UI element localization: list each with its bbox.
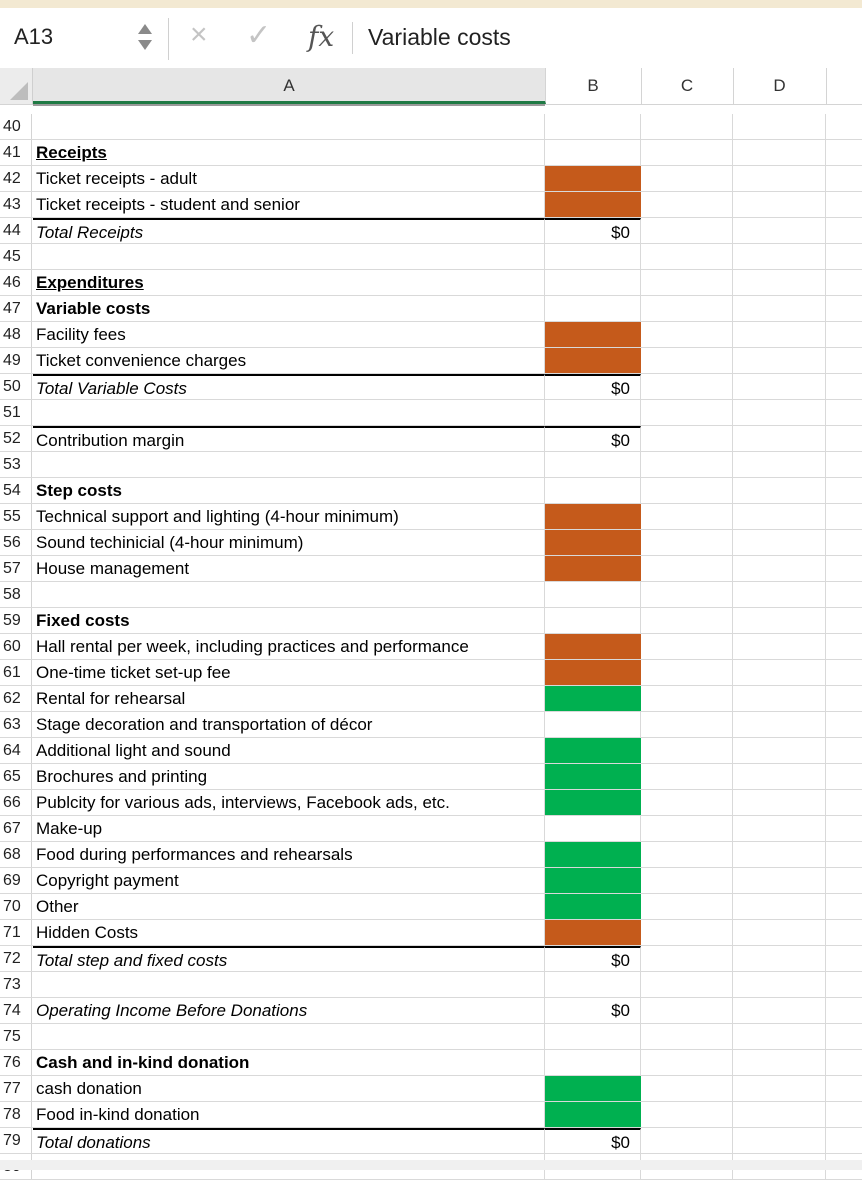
table-row (0, 686, 862, 712)
row-header[interactable]: 76 (0, 1050, 32, 1075)
cell-d[interactable] (733, 894, 826, 919)
table-row (0, 894, 862, 920)
row-header[interactable]: 66 (0, 790, 32, 815)
row-header[interactable]: 73 (0, 972, 32, 997)
cell-b[interactable] (545, 114, 641, 139)
cell-a[interactable]: Other (33, 894, 545, 919)
table-row (0, 270, 862, 296)
cell-b[interactable] (545, 816, 641, 841)
cell-c[interactable] (641, 1076, 733, 1101)
cell-b[interactable] (545, 712, 641, 737)
select-all-icon (10, 82, 28, 100)
cell-c[interactable] (641, 868, 733, 893)
table-row (0, 322, 862, 348)
cell-a[interactable]: Sound techinicial (4-hour minimum) (33, 530, 545, 555)
row-header[interactable]: 63 (0, 712, 32, 737)
cell-b[interactable] (545, 452, 641, 477)
cell-b[interactable] (545, 400, 641, 425)
grid-bottom-edge (0, 1160, 862, 1170)
table-row (0, 634, 862, 660)
cell-b[interactable] (545, 244, 641, 269)
row-header[interactable]: 74 (0, 998, 32, 1023)
cell-c[interactable] (641, 322, 733, 347)
cell-c[interactable] (641, 426, 733, 451)
table-row (0, 504, 862, 530)
row-header[interactable]: 53 (0, 452, 32, 477)
cell-d[interactable] (733, 478, 826, 503)
cell-b[interactable] (545, 660, 641, 685)
cell-a[interactable]: cash donation (33, 1076, 545, 1101)
cell-c[interactable] (641, 920, 733, 945)
row-header[interactable]: 68 (0, 842, 32, 867)
name-box[interactable]: A13 (14, 24, 54, 49)
row-header[interactable]: 57 (0, 556, 32, 581)
row-header[interactable]: 43 (0, 192, 32, 217)
cell-b[interactable]: $0 (545, 218, 641, 243)
row-header[interactable]: 78 (0, 1102, 32, 1127)
cell-b[interactable] (545, 1050, 641, 1075)
cell-b[interactable]: $0 (545, 1128, 641, 1153)
cell-a[interactable]: Copyright payment (33, 868, 545, 893)
table-row (0, 946, 862, 972)
row-header[interactable]: 70 (0, 894, 32, 919)
table-row (0, 582, 862, 608)
cancel-icon[interactable]: × (190, 18, 208, 51)
cell-a[interactable]: Rental for rehearsal (33, 686, 545, 711)
cell-c[interactable] (641, 374, 733, 399)
row-header[interactable]: 58 (0, 582, 32, 607)
table-row (0, 400, 862, 426)
table-row (0, 166, 862, 192)
cell-a[interactable] (33, 400, 545, 425)
cell-d[interactable] (733, 114, 826, 139)
cell-b[interactable] (545, 972, 641, 997)
cell-d[interactable] (733, 530, 826, 555)
cell-b[interactable] (545, 322, 641, 347)
cell-b[interactable] (545, 1076, 641, 1101)
column-header-b[interactable]: B (545, 68, 642, 104)
cell-b[interactable] (545, 270, 641, 295)
cell-a[interactable]: Ticket convenience charges (33, 348, 545, 373)
cell-d[interactable] (733, 582, 826, 607)
cell-a[interactable]: Cash and in-kind donation (33, 1050, 545, 1075)
cell-d[interactable] (733, 842, 826, 867)
cell-a[interactable]: Total Receipts (33, 218, 545, 243)
cell-a[interactable] (33, 1024, 545, 1049)
cell-d[interactable] (733, 426, 826, 451)
cell-a[interactable] (33, 244, 545, 269)
table-row (0, 1102, 862, 1128)
cell-a[interactable]: Contribution margin (33, 426, 545, 451)
table-row (0, 192, 862, 218)
cell-a[interactable] (33, 452, 545, 477)
cell-c[interactable] (641, 738, 733, 763)
table-row (0, 868, 862, 894)
cell-c[interactable] (641, 530, 733, 555)
cell-b[interactable] (545, 530, 641, 555)
cell-d[interactable] (733, 608, 826, 633)
cell-c[interactable] (641, 504, 733, 529)
chevron-up-icon[interactable] (138, 24, 152, 34)
cell-c[interactable] (641, 114, 733, 139)
cell-c[interactable] (641, 660, 733, 685)
row-header[interactable]: 51 (0, 400, 32, 425)
table-row (0, 426, 862, 452)
cell-b[interactable] (545, 634, 641, 659)
table-row (0, 114, 862, 140)
cell-c[interactable] (641, 894, 733, 919)
cell-d[interactable] (733, 712, 826, 737)
formula-bar-divider (352, 22, 353, 54)
cell-a[interactable]: Fixed costs (33, 608, 545, 633)
cell-b[interactable] (545, 556, 641, 581)
row-header[interactable]: 62 (0, 686, 32, 711)
enter-icon[interactable]: ✓ (246, 19, 272, 52)
column-header-a[interactable]: A (33, 68, 546, 104)
cell-c[interactable] (641, 400, 733, 425)
row-header[interactable]: 54 (0, 478, 32, 503)
cell-b[interactable] (545, 296, 641, 321)
cell-c[interactable] (641, 1128, 733, 1153)
cell-a[interactable]: Brochures and printing (33, 764, 545, 789)
row-header[interactable]: 61 (0, 660, 32, 685)
cell-d[interactable] (733, 1050, 826, 1075)
cell-a[interactable]: Stage decoration and transportation of décor (33, 712, 545, 737)
cell-d[interactable] (733, 218, 826, 243)
table-row (0, 348, 862, 374)
cell-b[interactable] (545, 140, 641, 165)
cell-a[interactable]: Operating Income Before Donations (33, 998, 545, 1023)
table-row (0, 1024, 862, 1050)
table-row (0, 530, 862, 556)
cell-d[interactable] (733, 946, 826, 971)
cell-c[interactable] (641, 452, 733, 477)
table-row (0, 478, 862, 504)
cell-c[interactable] (641, 842, 733, 867)
cell-a[interactable]: Ticket receipts - student and senior (33, 192, 545, 217)
cell-a[interactable]: Publcity for various ads, interviews, Facebook ads, etc. (33, 790, 545, 815)
window-top-strip (0, 0, 862, 8)
table-row (0, 816, 862, 842)
cell-d[interactable] (733, 634, 826, 659)
table-row (0, 244, 862, 270)
cell-a[interactable]: Food during performances and rehearsals (33, 842, 545, 867)
table-row (0, 1076, 862, 1102)
cell-d[interactable] (733, 660, 826, 685)
cell-c[interactable] (641, 348, 733, 373)
chevron-down-icon[interactable] (138, 40, 152, 50)
table-row (0, 218, 862, 244)
spreadsheet-grid[interactable] (0, 104, 862, 1170)
row-header[interactable]: 45 (0, 244, 32, 269)
cell-d[interactable] (733, 374, 826, 399)
cell-b[interactable] (545, 478, 641, 503)
cell-b[interactable] (545, 608, 641, 633)
table-row (0, 296, 862, 322)
table-row (0, 972, 862, 998)
row-header[interactable]: 42 (0, 166, 32, 191)
cell-c[interactable] (641, 218, 733, 243)
cell-a[interactable]: Total step and fixed costs (33, 946, 545, 971)
cell-b[interactable]: $0 (545, 998, 641, 1023)
cell-d[interactable] (733, 296, 826, 321)
row-header[interactable]: 44 (0, 218, 32, 243)
cell-a[interactable]: Additional light and sound (33, 738, 545, 763)
row-header[interactable]: 49 (0, 348, 32, 373)
cell-b[interactable] (545, 790, 641, 815)
table-row (0, 556, 862, 582)
cell-a[interactable]: House management (33, 556, 545, 581)
formula-bar-divider (168, 18, 169, 60)
row-header[interactable]: 77 (0, 1076, 32, 1101)
table-row (0, 452, 862, 478)
cell-d[interactable] (733, 192, 826, 217)
select-all-button[interactable] (0, 68, 33, 104)
cell-a[interactable]: Receipts (33, 140, 545, 165)
row-header[interactable]: 79 (0, 1128, 32, 1153)
cell-c[interactable] (641, 972, 733, 997)
cell-c[interactable] (641, 478, 733, 503)
cell-d[interactable] (733, 452, 826, 477)
cell-d[interactable] (733, 764, 826, 789)
name-box-stepper[interactable] (136, 22, 154, 56)
table-row (0, 764, 862, 790)
row-header[interactable]: 50 (0, 374, 32, 399)
cell-c[interactable] (641, 244, 733, 269)
cell-b[interactable] (545, 842, 641, 867)
row-header[interactable]: 72 (0, 946, 32, 971)
row-header[interactable]: 48 (0, 322, 32, 347)
row-header[interactable]: 41 (0, 140, 32, 165)
cell-b[interactable] (545, 738, 641, 763)
cell-d[interactable] (733, 998, 826, 1023)
cell-b[interactable] (545, 764, 641, 789)
cell-c[interactable] (641, 582, 733, 607)
table-row (0, 140, 862, 166)
cell-c[interactable] (641, 166, 733, 191)
cell-d[interactable] (733, 348, 826, 373)
row-header[interactable]: 67 (0, 816, 32, 841)
cell-c[interactable] (641, 556, 733, 581)
cell-c[interactable] (641, 1024, 733, 1049)
formula-input[interactable]: Variable costs (368, 24, 511, 50)
cell-c[interactable] (641, 998, 733, 1023)
cell-c[interactable] (641, 634, 733, 659)
cell-a[interactable]: Expenditures (33, 270, 545, 295)
table-row (0, 998, 862, 1024)
cell-b[interactable] (545, 894, 641, 919)
cell-a[interactable]: Total donations (33, 1128, 545, 1153)
cell-a[interactable]: Step costs (33, 478, 545, 503)
cell-b[interactable]: $0 (545, 426, 641, 451)
cell-a[interactable]: Hidden Costs (33, 920, 545, 945)
cell-c[interactable] (641, 1102, 733, 1127)
cell-a[interactable]: Ticket receipts - adult (33, 166, 545, 191)
table-row (0, 374, 862, 400)
cell-a[interactable]: Facility fees (33, 322, 545, 347)
cell-b[interactable] (545, 504, 641, 529)
cell-d[interactable] (733, 556, 826, 581)
table-row (0, 920, 862, 946)
row-header[interactable]: 47 (0, 296, 32, 321)
cell-a[interactable]: Total Variable Costs (33, 374, 545, 399)
cell-d[interactable] (733, 1024, 826, 1049)
cell-b[interactable] (545, 1102, 641, 1127)
column-header-d[interactable]: D (733, 68, 827, 104)
cell-c[interactable] (641, 946, 733, 971)
cell-a[interactable] (33, 582, 545, 607)
table-row (0, 1128, 862, 1154)
table-row (0, 660, 862, 686)
row-header[interactable]: 64 (0, 738, 32, 763)
table-row (0, 608, 862, 634)
row-header[interactable]: 60 (0, 634, 32, 659)
cell-b[interactable]: $0 (545, 946, 641, 971)
cell-d[interactable] (733, 686, 826, 711)
cell-c[interactable] (641, 270, 733, 295)
cell-c[interactable] (641, 790, 733, 815)
cell-c[interactable] (641, 608, 733, 633)
column-header-bar (0, 68, 862, 105)
row-header[interactable]: 40 (0, 114, 32, 139)
row-header[interactable]: 55 (0, 504, 32, 529)
insert-function-icon[interactable]: fx (308, 20, 335, 53)
cell-a[interactable]: One-time ticket set-up fee (33, 660, 545, 685)
cell-d[interactable] (733, 400, 826, 425)
cell-b[interactable] (545, 192, 641, 217)
cell-d[interactable] (733, 972, 826, 997)
cell-d[interactable] (733, 322, 826, 347)
table-row (0, 712, 862, 738)
table-row (0, 1050, 862, 1076)
cell-d[interactable] (733, 816, 826, 841)
cell-d[interactable] (733, 166, 826, 191)
cell-b[interactable] (545, 686, 641, 711)
cell-c[interactable] (641, 140, 733, 165)
cell-d[interactable] (733, 1102, 826, 1127)
cell-a[interactable] (33, 972, 545, 997)
cell-d[interactable] (733, 738, 826, 763)
row-header[interactable]: 65 (0, 764, 32, 789)
cell-c[interactable] (641, 764, 733, 789)
cell-b[interactable] (545, 868, 641, 893)
cell-d[interactable] (733, 1128, 826, 1153)
cell-c[interactable] (641, 816, 733, 841)
cell-b[interactable] (545, 582, 641, 607)
cell-d[interactable] (733, 244, 826, 269)
row-header[interactable]: 71 (0, 920, 32, 945)
row-header[interactable]: 75 (0, 1024, 32, 1049)
formula-bar (0, 8, 862, 69)
cell-b[interactable]: $0 (545, 374, 641, 399)
partially-hidden-row (33, 104, 545, 106)
row-header[interactable]: 59 (0, 608, 32, 633)
cell-d[interactable] (733, 140, 826, 165)
table-row (0, 842, 862, 868)
cell-b[interactable] (545, 920, 641, 945)
cell-a[interactable]: Make-up (33, 816, 545, 841)
row-header[interactable]: 46 (0, 270, 32, 295)
cell-a[interactable] (33, 114, 545, 139)
cell-c[interactable] (641, 296, 733, 321)
cell-d[interactable] (733, 1076, 826, 1101)
cell-b[interactable] (545, 1024, 641, 1049)
cell-a[interactable]: Food in-kind donation (33, 1102, 545, 1127)
cell-d[interactable] (733, 504, 826, 529)
cell-b[interactable] (545, 166, 641, 191)
cell-b[interactable] (545, 348, 641, 373)
column-header-c[interactable]: C (641, 68, 734, 104)
cell-d[interactable] (733, 270, 826, 295)
cell-c[interactable] (641, 1050, 733, 1075)
row-header[interactable]: 52 (0, 426, 32, 451)
cell-d[interactable] (733, 790, 826, 815)
cell-a[interactable]: Technical support and lighting (4-hour minimum) (33, 504, 545, 529)
table-row (0, 738, 862, 764)
table-row (0, 790, 862, 816)
row-header[interactable]: 69 (0, 868, 32, 893)
cell-a[interactable]: Hall rental per week, including practices and performance (33, 634, 545, 659)
cell-c[interactable] (641, 192, 733, 217)
cell-d[interactable] (733, 920, 826, 945)
cell-c[interactable] (641, 686, 733, 711)
cell-c[interactable] (641, 712, 733, 737)
cell-a[interactable]: Variable costs (33, 296, 545, 321)
cell-d[interactable] (733, 868, 826, 893)
row-header[interactable]: 56 (0, 530, 32, 555)
